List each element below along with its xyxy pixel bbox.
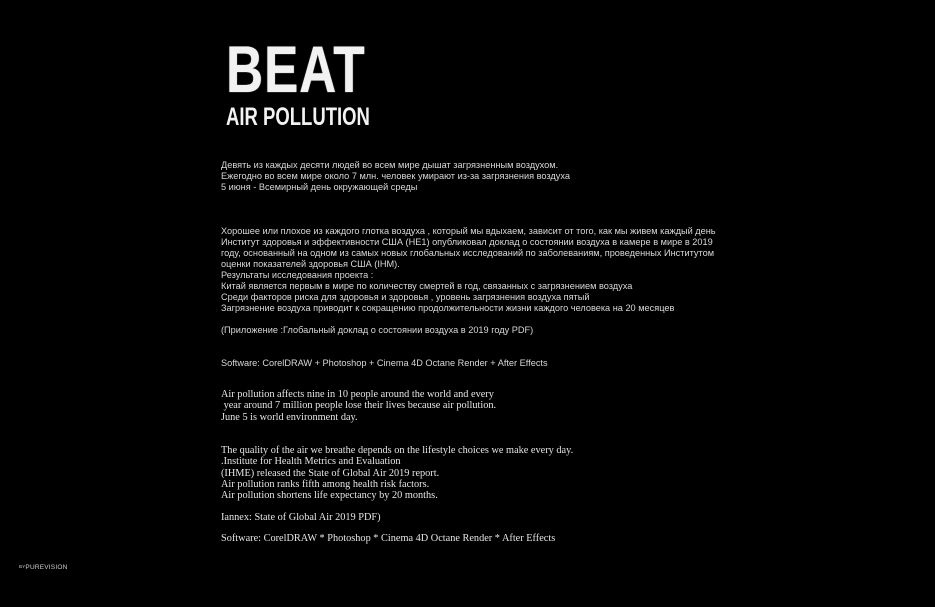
russian-body-line: оценки показателей здоровья США (IHM).: [221, 259, 400, 269]
russian-body-line: Среди факторов риска для здоровья и здоровья , уровень загрязнения воздуха пятый: [221, 292, 590, 302]
brand-name: PUREVISION: [25, 564, 68, 571]
english-body-line: The quality of the air we breathe depends on the lifestyle choices we make every day.: [221, 445, 574, 456]
title-block: [226, 32, 370, 131]
russian-body-line: Загрязнение воздуха приводит к сокращению продолжительности жизни каждого человека на 20 месяцев: [221, 303, 675, 313]
english-body-line: Air pollution shortens life expectancy by 20 months.: [221, 490, 438, 502]
russian-software-credits: Software: CorelDRAW + Photoshop + Cinema 4D Octane Render + After Effects: [221, 358, 548, 368]
english-intro-line: June 5 is world environment day.: [221, 411, 358, 423]
russian-body-line: Институт здоровья и эффективности США (HE1) опубликовал доклад о состоянии воздуха в камере в мире в 2019: [221, 237, 713, 247]
russian-body-line: Результаты исследования проекта :: [221, 270, 374, 280]
russian-intro-paragraph: [221, 160, 570, 193]
russian-body-line: Хорошее или плохое из каждого глотка воздуха , который мы вдыхаем, зависит от того, как мы живем каждый день: [221, 226, 716, 236]
english-body-line: .Institute for Health Metrics and Evaluation: [221, 456, 401, 468]
english-body-paragraph: [221, 445, 573, 501]
russian-reference: (Приложение :Глобальный доклад о состоянии воздуха в 2019 году PDF): [221, 325, 534, 335]
english-reference: Iannex: State of Global Air 2019 PDF): [221, 512, 381, 523]
english-intro-line: Air pollution affects nine in 10 people around the world and every: [221, 389, 494, 400]
title-subtitle: AIR POLLUTION: [226, 103, 370, 131]
brand-logo: [19, 564, 68, 571]
russian-intro-line: Ежегодно во всем мире около 7 млн. человек умирают из-за загрязнения воздуха: [221, 171, 570, 181]
brand-prefix: BY: [19, 564, 26, 569]
english-body-line: Air pollution ranks fifth among health risk factors.: [221, 478, 430, 490]
english-software-credits: Software: CorelDRAW * Photoshop * Cinema 4D Octane Render * After Effects: [221, 533, 556, 544]
russian-intro-line: Девять из каждых десяти людей во всем мире дышат загрязненным воздухом.: [221, 160, 559, 170]
russian-body-line: году, основанный на одном из самых новых глобальных исследований по заболеваниям, проведенных Институтом: [221, 248, 715, 258]
english-intro-line: year around 7 million people lose their lives because air pollution.: [221, 400, 497, 412]
english-intro-paragraph: [221, 389, 496, 423]
title-main: BEAT: [226, 32, 366, 106]
russian-intro-line: 5 июня - Всемирный день окружающей среды: [221, 182, 418, 192]
russian-body-paragraph: [221, 226, 716, 314]
english-body-line: (IHME) released the State of Global Air 2019 report.: [221, 467, 440, 479]
russian-body-line: Китай является первым в мире по количеству смертей в год, связанных с загрязнением воздуха: [221, 281, 633, 291]
